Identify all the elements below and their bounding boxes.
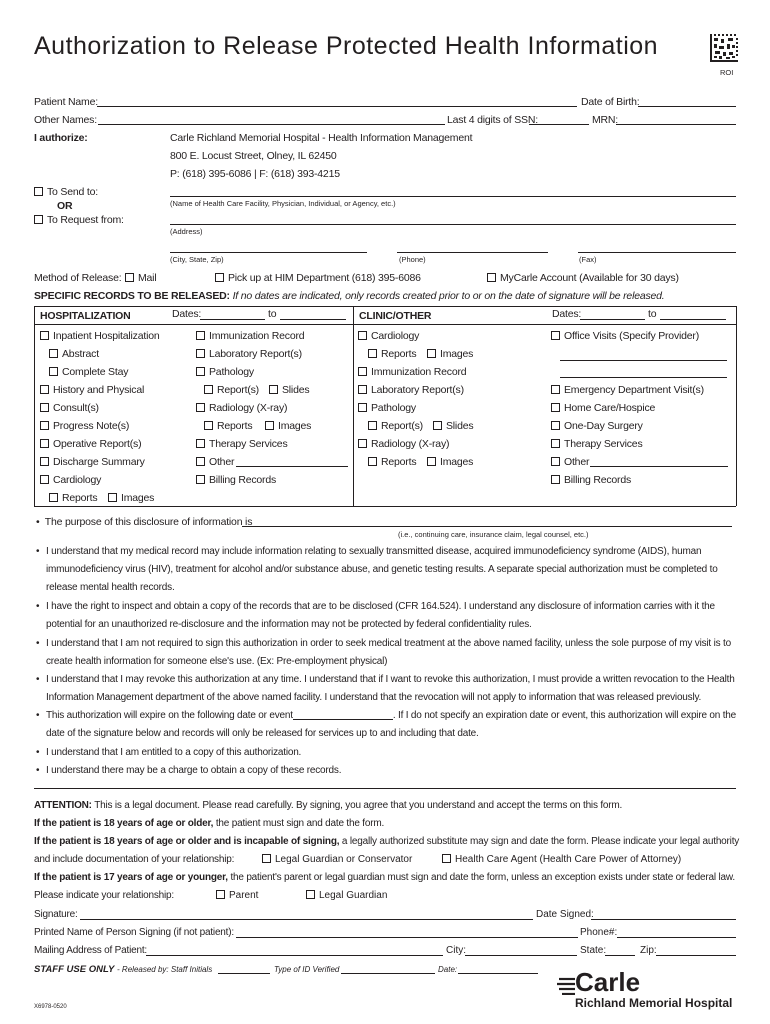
homecare-label: Home Care/Hospice	[564, 402, 656, 414]
phone-label: Phone#:	[580, 927, 618, 938]
checkbox-icon	[125, 273, 134, 282]
checkbox-icon	[306, 890, 315, 899]
hosp-rad-reports-option[interactable]	[204, 420, 252, 432]
staff-initials-field[interactable]	[218, 973, 270, 974]
mycarle-option[interactable]	[487, 272, 679, 284]
mailing-label: Mailing Address of Patient:	[34, 945, 147, 956]
clinic-date-from[interactable]	[580, 319, 645, 320]
address-field[interactable]	[170, 224, 736, 225]
attention-line	[34, 800, 622, 811]
hosp-to-label: to	[268, 308, 277, 320]
hosp-other-option[interactable]	[196, 456, 234, 468]
clinic-cardio-images-label: Images	[440, 348, 474, 360]
clinic-pathology-option[interactable]	[358, 402, 416, 414]
to-send-option[interactable]	[34, 186, 98, 198]
id-type-label: Type of ID Verified	[274, 965, 340, 974]
provider-field-1[interactable]	[560, 360, 727, 361]
hosp-path-reports-label: Report(s)	[217, 384, 259, 396]
checkbox-icon	[551, 475, 560, 484]
checkbox-icon	[40, 403, 49, 412]
checkbox-icon	[49, 349, 58, 358]
clinic-radiology-label: Radiology (X-ray)	[371, 438, 450, 450]
relationship-doc-text: and include documentation of your relationship:	[34, 854, 235, 865]
clinic-other-field[interactable]	[590, 466, 728, 467]
operative-option[interactable]	[40, 438, 141, 450]
minor-text: the patient's parent or legal guardian must sign and date the form, unless an exception exists under state or federal law.	[230, 872, 735, 883]
provider-field-2[interactable]	[560, 377, 727, 378]
hosp-cardio-reports-option[interactable]	[49, 492, 97, 504]
clinic-billing-label: Billing Records	[564, 474, 632, 486]
clinic-radiology-option[interactable]	[358, 438, 449, 450]
consult-label: Consult(s)	[53, 402, 99, 414]
checkbox-icon	[427, 349, 436, 358]
purpose-caption: (i.e., continuing care, insurance claim, legal counsel, etc.)	[398, 530, 589, 539]
bullet-item: • I understand that I may revoke this authorization at any time. I understand that if I want to revoke this authorization, I must provide a written revocation to the Health Information Management department of the above named facility. I understand that the revocation will not apply to information that was released previously.	[36, 671, 736, 707]
or-label: OR	[57, 200, 73, 212]
hosp-date-from[interactable]	[200, 319, 265, 320]
history-label: History and Physical	[53, 384, 145, 396]
parent-option[interactable]	[216, 890, 258, 901]
inpatient-option[interactable]	[40, 330, 160, 342]
bullet-text: I understand that I am entitled to a copy of this authorization.	[46, 747, 302, 758]
abstract-option[interactable]	[49, 348, 99, 360]
purpose-line: • The purpose of this disclosure of information is	[36, 516, 253, 528]
dob-field[interactable]	[638, 106, 736, 107]
logo-subtitle: Richland Memorial Hospital	[575, 996, 733, 1010]
grid-top-rule	[34, 306, 736, 307]
checkbox-icon	[265, 421, 274, 430]
staff-use-line	[34, 964, 212, 975]
printed-name-label: Printed Name of Person Signing (if not patient):	[34, 927, 234, 938]
clinic-path-slides-option[interactable]	[433, 420, 473, 432]
mrn-field[interactable]	[616, 124, 736, 125]
city-caption: (City, State, Zip)	[170, 255, 224, 264]
ssn-label: Last 4 digits of SSN:	[447, 114, 538, 126]
attention-label: ATTENTION:	[34, 800, 92, 811]
checkbox-icon	[551, 385, 560, 394]
hosp-radiology-label: Radiology (X-ray)	[209, 402, 288, 414]
checkbox-icon	[358, 385, 367, 394]
checkbox-icon	[40, 421, 49, 430]
clinic-lab-option[interactable]	[358, 384, 464, 396]
checkbox-icon	[427, 457, 436, 466]
checkbox-icon	[40, 457, 49, 466]
grid-left-border	[34, 306, 35, 506]
facility-name-caption: (Name of Health Care Facility, Physician, Individual, or Agency, etc.)	[170, 199, 396, 208]
clinic-heading: CLINIC/OTHER	[359, 310, 432, 322]
patient-name-field[interactable]	[97, 106, 577, 107]
checkbox-icon	[204, 421, 213, 430]
hosp-other-field[interactable]	[236, 466, 348, 467]
checkbox-icon	[196, 331, 205, 340]
form-code: ROI	[720, 68, 734, 77]
specific-label: SPECIFIC RECORDS TO BE RELEASED:	[34, 290, 230, 302]
checkbox-icon	[40, 385, 49, 394]
oneday-label: One-Day Surgery	[564, 420, 643, 432]
carle-logo	[556, 967, 738, 1011]
state-field[interactable]	[605, 955, 635, 956]
clinic-cardio-images-option[interactable]	[427, 348, 473, 360]
clinic-immunization-option[interactable]	[358, 366, 466, 378]
bullet-text: I understand there may be a charge to obtain a copy of these records.	[46, 765, 342, 776]
hosp-path-slides-label: Slides	[282, 384, 310, 396]
mail-option[interactable]	[125, 272, 156, 284]
grid-bottom-rule	[34, 506, 736, 507]
specific-note: If no dates are indicated, only records created prior to or on the date of signature will be released.	[232, 290, 665, 302]
pickup-label: Pick up at HIM Department (618) 395-6086	[228, 272, 421, 284]
datamatrix-barcode-icon	[710, 34, 738, 62]
checkbox-icon	[34, 187, 43, 196]
checkbox-icon	[216, 890, 225, 899]
checkbox-icon	[215, 273, 224, 282]
mail-label: Mail	[138, 272, 157, 284]
authorize-line1: Carle Richland Memorial Hospital - Health Information Management	[170, 132, 473, 144]
fax-field[interactable]	[578, 252, 736, 253]
clinic-other-option[interactable]	[551, 456, 589, 468]
specific-records-line	[34, 290, 665, 302]
checkbox-icon	[196, 439, 205, 448]
bullet-item-expire: • This authorization will expire on the following date or event . If I do not specify an expiration date or event, this authorization will expire on the date of the signature below and records will only be released for services up to and including that date.	[36, 710, 737, 740]
checkbox-icon	[551, 439, 560, 448]
patient-name-label: Patient Name:	[34, 96, 98, 108]
hosp-other-label: Other	[209, 456, 235, 468]
er-label: Emergency Department Visit(s)	[564, 384, 704, 396]
hosp-cardio-images-label: Images	[121, 492, 155, 504]
dob-label: Date of Birth:	[581, 96, 640, 108]
fax-caption: (Fax)	[579, 255, 597, 264]
checkbox-icon	[368, 349, 377, 358]
agent-option[interactable]	[442, 854, 681, 865]
checkbox-icon	[487, 273, 496, 282]
checkbox-icon	[368, 457, 377, 466]
to-request-option[interactable]	[34, 214, 124, 226]
clinic-billing-option[interactable]	[551, 474, 631, 486]
relationship-label: Please indicate your relationship:	[34, 890, 174, 901]
guardian-option[interactable]	[262, 854, 412, 865]
authorize-line3: P: (618) 395-6086 | F: (618) 393-4215	[170, 168, 340, 180]
checkbox-icon	[358, 331, 367, 340]
city-field[interactable]	[465, 955, 577, 956]
checkbox-icon	[196, 403, 205, 412]
clinic-therapy-option[interactable]	[551, 438, 643, 450]
staff-initials-label: - Released by: Staff Initials	[117, 965, 213, 974]
carle-mark-icon	[557, 975, 577, 995]
authorize-line2: 800 E. Locust Street, Olney, IL 62450	[170, 150, 337, 162]
clinic-rad-images-label: Images	[440, 456, 474, 468]
operative-label: Operative Report(s)	[53, 438, 142, 450]
method-label: Method of Release:	[34, 272, 122, 284]
checkbox-icon	[442, 854, 451, 863]
expire-field[interactable]	[293, 709, 393, 720]
progress-option[interactable]	[40, 420, 129, 432]
clinic-therapy-label: Therapy Services	[564, 438, 643, 450]
ssn-field[interactable]	[529, 124, 589, 125]
checkbox-icon	[40, 331, 49, 340]
checkbox-icon	[551, 403, 560, 412]
checkbox-icon	[49, 493, 58, 502]
bullet-item: • I understand that my medical record may include information relating to sexually transmitted disease, acquired immunodeficiency syndrome (AIDS), human immunodeficiency virus (HIV), treatment for alcohol and/or substance abuse, and genetic testing results. A separate special authorization must be completed to release mental health records.	[36, 543, 736, 598]
checkbox-icon	[204, 385, 213, 394]
bullet-item: • I have the right to inspect and obtain a copy of the records that are to be disclosed (CFR 164.524). I understand any disclosure of information carries with it the potential for an unauthorized re-disclosure and the information may not be protected by federal confidentiality rules.	[36, 598, 736, 634]
purpose-label: The purpose of this disclosure of information is	[44, 516, 253, 528]
checkbox-icon	[551, 457, 560, 466]
abstract-label: Abstract	[62, 348, 99, 360]
mrn-label: MRN:	[592, 114, 619, 126]
grid-right-border	[736, 306, 737, 506]
discharge-option[interactable]	[40, 456, 145, 468]
expire-text-2: . If I do not specify an expiration date or event, this authorization will expire on the date of the signature below and records will only be released for services up to and including that date.	[46, 710, 737, 740]
parent-label: Parent	[229, 890, 259, 901]
homecare-option[interactable]	[551, 402, 655, 414]
attention-text: This is a legal document. Please read carefully. By signing, you agree that you understand and accept the terms on this form.	[94, 800, 623, 811]
hosp-cardio-reports-label: Reports	[62, 492, 98, 504]
id-type-field[interactable]	[341, 973, 435, 974]
date-signed-field[interactable]	[591, 919, 736, 920]
hosp-immunization-option[interactable]	[196, 330, 304, 342]
mycarle-label: MyCarle Account (Available for 30 days)	[500, 272, 679, 284]
hosp-billing-label: Billing Records	[209, 474, 277, 486]
checkbox-icon	[358, 439, 367, 448]
grid-divider	[353, 306, 354, 506]
clinic-lab-label: Laboratory Report(s)	[371, 384, 464, 396]
clinic-pathology-label: Pathology	[371, 402, 416, 414]
checkbox-icon	[196, 457, 205, 466]
checkbox-icon	[551, 421, 560, 430]
agent-label: Health Care Agent (Health Care Power of Attorney)	[455, 854, 682, 865]
checkbox-icon	[196, 475, 205, 484]
hosp-rad-images-label: Images	[278, 420, 312, 432]
incapable-line	[34, 836, 739, 847]
clinic-date-to[interactable]	[660, 319, 726, 320]
staff-use-label: STAFF USE ONLY	[34, 964, 115, 975]
logo-name: Carle	[575, 967, 641, 997]
city-label: City:	[446, 945, 466, 956]
hosp-lab-label: Laboratory Report(s)	[209, 348, 302, 360]
hosp-billing-option[interactable]	[196, 474, 276, 486]
zip-field[interactable]	[656, 955, 736, 956]
hosp-therapy-option[interactable]	[196, 438, 288, 450]
hosp-immunization-label: Immunization Record	[209, 330, 305, 342]
clinic-dates-label: Dates:	[552, 308, 582, 320]
hosp-rad-reports-label: Reports	[217, 420, 253, 432]
progress-label: Progress Note(s)	[53, 420, 130, 432]
checkbox-icon	[368, 421, 377, 430]
authorize-label: I authorize:	[34, 132, 88, 144]
hosp-pathology-option[interactable]	[196, 366, 254, 378]
bullet-item: • I understand there may be a charge to obtain a copy of these records.	[36, 762, 736, 780]
address-caption: (Address)	[170, 227, 203, 236]
hosp-therapy-label: Therapy Services	[209, 438, 288, 450]
oneday-option[interactable]	[551, 420, 643, 432]
incapable-text: a legally authorized substitute may sign and date the form. Please indicate your legal authority	[341, 836, 740, 847]
checkbox-icon	[196, 367, 205, 376]
complete-stay-option[interactable]	[49, 366, 128, 378]
other-names-label: Other Names:	[34, 114, 97, 126]
guardian-label: Legal Guardian or Conservator	[275, 854, 413, 865]
office-visits-option[interactable]	[551, 330, 699, 342]
clinic-other-label: Other	[564, 456, 590, 468]
checkbox-icon	[269, 385, 278, 394]
hosp-cardiology-label: Cardiology	[53, 474, 102, 486]
minor-bold: If the patient is 17 years of age or younger,	[34, 872, 228, 883]
adult-line	[34, 818, 384, 829]
staff-date-label: Date:	[438, 965, 458, 974]
legal-guardian-label: Legal Guardian	[319, 890, 388, 901]
checkbox-icon	[196, 349, 205, 358]
phone-caption: (Phone)	[399, 255, 426, 264]
clinic-rad-reports-option[interactable]	[368, 456, 416, 468]
checkbox-icon	[262, 854, 271, 863]
hosp-date-to[interactable]	[280, 319, 346, 320]
zip-label: Zip:	[640, 945, 657, 956]
clinic-cardio-reports-option[interactable]	[368, 348, 416, 360]
er-option[interactable]	[551, 384, 704, 396]
checkbox-icon	[433, 421, 442, 430]
section-rule	[34, 788, 736, 789]
hosp-path-slides-option[interactable]	[269, 384, 309, 396]
hosp-cardiology-option[interactable]	[40, 474, 101, 486]
checkbox-icon	[34, 215, 43, 224]
clinic-rad-reports-label: Reports	[381, 456, 417, 468]
bullet-text: I understand that I am not required to sign this authorization in order to seek medical treatment at the above named facility, unless the sole purpose of my visit is to create health information for someone else's use. (Ex: Pre-employment physical)	[46, 638, 731, 668]
adult-text: the patient must sign and date the form.	[215, 818, 385, 829]
hosp-path-reports-option[interactable]	[204, 384, 259, 396]
bullet-text: I understand that I may revoke this authorization at any time. I understand that if I want to revoke this authorization, I must provide a written revocation to the Health Information Management department of the above named facility. I understand that the revocation will not apply to information that was released previously.	[46, 674, 735, 704]
facility-name-field[interactable]	[170, 196, 736, 197]
checkbox-icon	[108, 493, 117, 502]
hosp-rad-images-option[interactable]	[265, 420, 311, 432]
checkbox-icon	[40, 475, 49, 484]
minor-line	[34, 872, 735, 883]
bullet-text: I have the right to inspect and obtain a copy of the records that are to be disclosed (CFR 164.524). I understand any disclosure of information carries with it the potential for an unauthorized re-disclosure and the information may not be protected by federal confidentiality rules.	[46, 601, 715, 631]
staff-date-field[interactable]	[458, 973, 538, 974]
consult-option[interactable]	[40, 402, 99, 414]
other-names-field[interactable]	[98, 124, 445, 125]
clinic-cardiology-option[interactable]	[358, 330, 419, 342]
date-signed-label: Date Signed:	[536, 909, 594, 920]
clinic-path-slides-label: Slides	[446, 420, 474, 432]
inpatient-label: Inpatient Hospitalization	[53, 330, 160, 342]
checkbox-icon	[358, 367, 367, 376]
form-number: X6978-0520	[34, 1004, 67, 1010]
phone-field[interactable]	[397, 252, 548, 253]
relationship-line	[34, 890, 174, 901]
hosp-pathology-label: Pathology	[209, 366, 254, 378]
to-request-label: To Request from:	[47, 214, 124, 226]
grid-header-rule	[34, 324, 736, 325]
bullet-item: • I understand that I am entitled to a copy of this authorization.	[36, 744, 736, 762]
adult-bold: If the patient is 18 years of age or older,	[34, 818, 214, 829]
clinic-cardio-reports-label: Reports	[381, 348, 417, 360]
hosp-cardio-images-option[interactable]	[108, 492, 154, 504]
history-option[interactable]	[40, 384, 144, 396]
checkbox-icon	[358, 403, 367, 412]
bullet-text: I understand that my medical record may include information relating to sexually transmitted disease, acquired immunodeficiency syndrome (AIDS), human immunodeficiency virus (HIV), treatment for alcohol and/or substance abuse, and genetic testing results. A separate special authorization must be completed to release mental health records.	[46, 546, 718, 594]
office-visits-label: Office Visits (Specify Provider)	[564, 330, 700, 342]
clinic-cardiology-label: Cardiology	[371, 330, 420, 342]
discharge-label: Discharge Summary	[53, 456, 145, 468]
clinic-to-label: to	[648, 308, 657, 320]
hosp-lab-option[interactable]	[196, 348, 302, 360]
state-label: State:	[580, 945, 607, 956]
signature-label: Signature:	[34, 909, 78, 920]
bullet-item: • I understand that I am not required to sign this authorization in order to seek medical treatment at the above named facility, unless the sole purpose of my visit is to create health information for someone else's use. (Ex: Pre-employment physical)	[36, 635, 736, 671]
clinic-immunization-label: Immunization Record	[371, 366, 467, 378]
clinic-path-reports-label: Report(s)	[381, 420, 423, 432]
mailing-address-field[interactable]	[146, 955, 443, 956]
expire-text-1: This authorization will expire on the following date or event	[46, 710, 293, 721]
clinic-path-reports-option[interactable]	[368, 420, 423, 432]
checkbox-icon	[551, 331, 560, 340]
signature-field[interactable]	[80, 919, 533, 920]
hosp-radiology-option[interactable]	[196, 402, 287, 414]
incapable-bold: If the patient is 18 years of age or older and is incapable of signing,	[34, 836, 340, 847]
pickup-option[interactable]	[215, 272, 421, 284]
checkbox-icon	[49, 367, 58, 376]
city-state-zip-field[interactable]	[170, 252, 367, 253]
relationship-doc-line	[34, 854, 234, 865]
form-title: Authorization to Release Protected Health Information	[34, 32, 659, 60]
complete-stay-label: Complete Stay	[62, 366, 129, 378]
to-send-label: To Send to:	[47, 186, 98, 198]
checkbox-icon	[40, 439, 49, 448]
hosp-heading: HOSPITALIZATION	[40, 310, 131, 322]
signer-phone-field[interactable]	[617, 937, 736, 938]
printed-name-field[interactable]	[236, 937, 578, 938]
clinic-rad-images-option[interactable]	[427, 456, 473, 468]
purpose-field[interactable]	[242, 526, 732, 527]
legal-guardian-option[interactable]	[306, 890, 387, 901]
hosp-dates-label: Dates:	[172, 308, 202, 320]
